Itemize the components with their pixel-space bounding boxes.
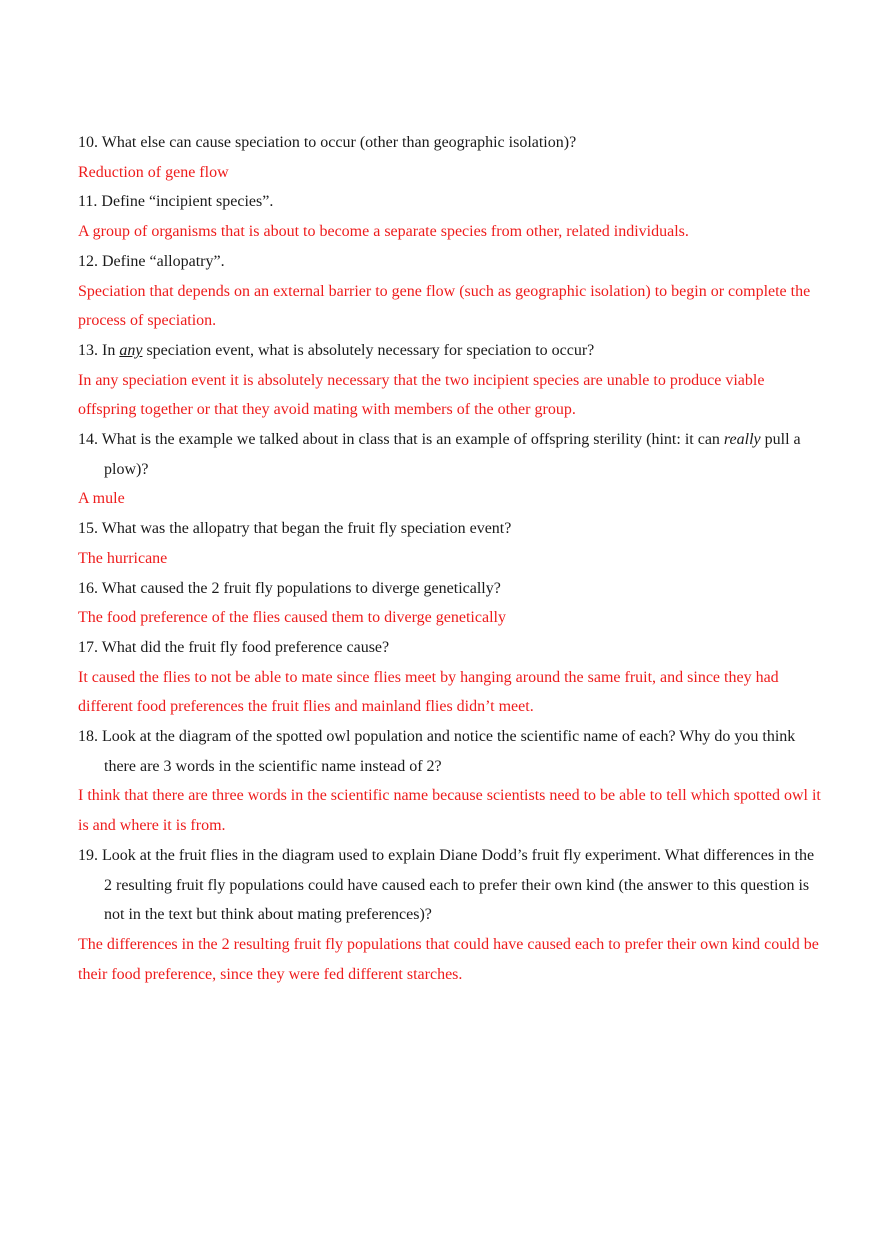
question-14: [78, 425, 823, 484]
question-17: 17. What did the fruit fly food preference cause?: [78, 638, 390, 656]
question-13-prefix: 13. In: [78, 341, 120, 359]
question-16: 16. What caused the 2 fruit fly populations to diverge genetically?: [78, 579, 501, 597]
question-19: 19. Look at the fruit flies in the diagram used to explain Diane Dodd’s fruit fly experiment. What differences in the 2 resulting fruit fly populations could have caused each to prefer their own kind (the answer to this question is not in the text but think about mating preferences)?: [78, 846, 815, 924]
question-14-prefix: 14. What is the example we talked about in class that is an example of offspring sterility (hint: it can: [78, 431, 724, 449]
answer-10: Reduction of gene flow: [78, 163, 229, 181]
worksheet-body: [78, 128, 823, 989]
answer-19: The differences in the 2 resulting fruit fly populations that could have caused each to prefer their own kind could be their food preference, since they were fed different starches.: [78, 935, 819, 983]
answer-14: A mule: [78, 490, 125, 508]
answer-12: Speciation that depends on an external barrier to gene flow (such as geographic isolation) to begin or complete the process of speciation.: [78, 282, 811, 330]
answer-13: In any speciation event it is absolutely necessary that the two incipient species are unable to produce viable offspring together or that they avoid mating with members of the other group.: [78, 371, 765, 419]
answer-17: It caused the flies to not be able to mate since flies meet by hanging around the same fruit, and since they had different food preferences the fruit flies and mainland flies didn’t meet.: [78, 668, 779, 716]
question-10: 10. What else can cause speciation to occur (other than geographic isolation)?: [78, 134, 577, 151]
question-14-emphasis: really: [723, 431, 761, 449]
answer-18: I think that there are three words in the scientific name because scientists need to be able to tell which spotted owl it is and where it is from.: [78, 787, 821, 835]
answer-16: The food preference of the flies caused them to diverge genetically: [78, 609, 506, 627]
question-15: 15. What was the allopatry that began the fruit fly speciation event?: [78, 520, 512, 538]
question-12: 12. Define “allopatry”.: [78, 252, 225, 270]
question-18: 18. Look at the diagram of the spotted owl population and notice the scientific name of each? Why do you think there are 3 words in the scientific name instead of 2?: [78, 728, 796, 775]
answer-15: The hurricane: [78, 549, 168, 567]
question-13-emphasis: any: [119, 341, 143, 359]
question-13-suffix: speciation event, what is absolutely necessary for speciation to occur?: [142, 341, 595, 359]
question-13: [78, 336, 823, 366]
question-11: 11. Define “incipient species”.: [78, 193, 274, 211]
question-14-suffix: pull a plow)?: [104, 431, 801, 478]
answer-11: A group of organisms that is about to become a separate species from other, related individuals.: [78, 223, 689, 241]
